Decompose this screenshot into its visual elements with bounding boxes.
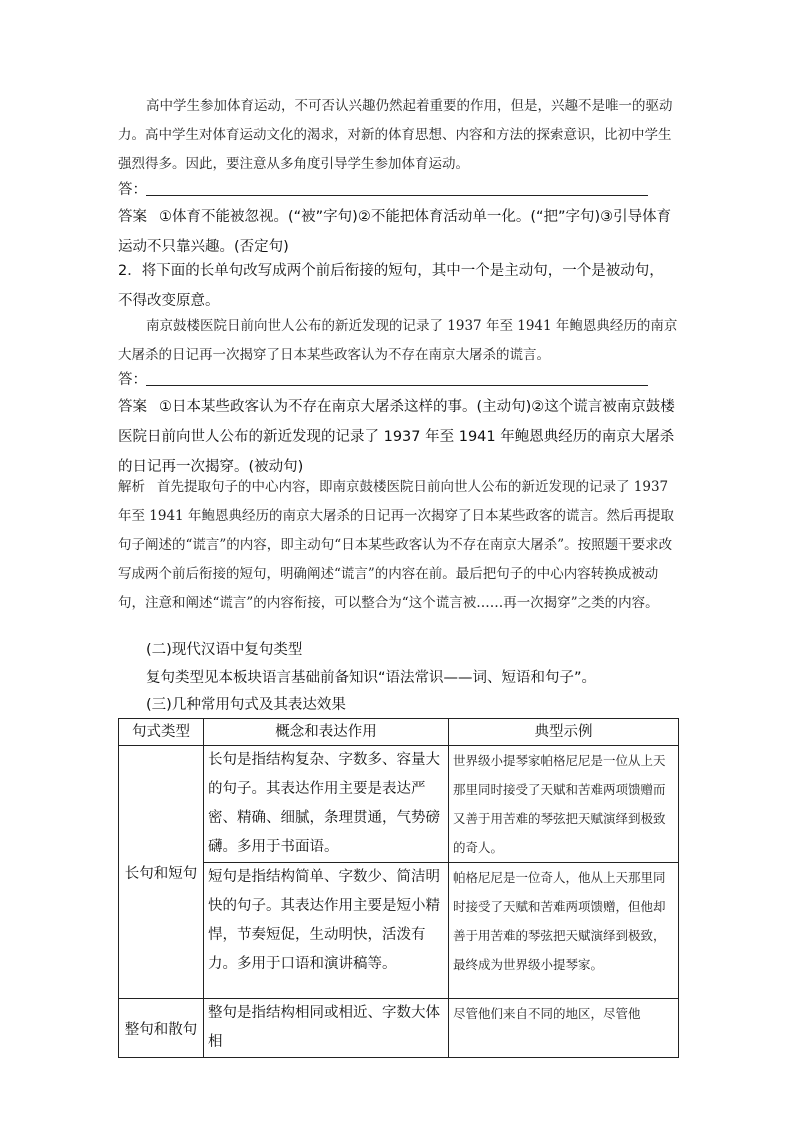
analysis-text: 首先提取句子的中心内容，即南京鼓楼医院日前向世人公布的新近发现的记录了 1937 年至 1941 年鲍恩典经历的南京大屠杀的日记再一次揭穿了日本某些政客的谎言。然后再提取句子阐述的“谎言”的内容，即主动句“日本某些政客认为不存在南京大屠杀”。按照题干要求改写成两个前后衔接的短句，明确阐述“谎言”的内容在前。最后把句子的中心内容转换成被动句，注意和阐述“谎言”的内容衔接，可以整合为“这个谎言被……再一次揭穿”之类的内容。 bbox=[118, 479, 674, 611]
analysis bbox=[118, 473, 678, 618]
type-long-short: 长句和短句 bbox=[119, 746, 204, 999]
section-3-heading: (三)几种常用句式及其表达效果 bbox=[146, 697, 346, 713]
sentence-types-table bbox=[118, 718, 679, 1058]
answer-blank[interactable] bbox=[146, 385, 648, 386]
type-whole-loose: 整句和散句 bbox=[119, 999, 204, 1058]
answer-blank[interactable] bbox=[146, 195, 648, 196]
answer-1 bbox=[118, 202, 678, 262]
short-sentence-desc: 短句是指结构简单、字数少、简洁明快的句子。其表达作用主要是短小精悍，节奏短促，生动明快，活泼有力。多用于口语和演讲稿等。 bbox=[204, 863, 449, 999]
analysis-tag: 解析 bbox=[118, 479, 145, 495]
passage-nanjing: 南京鼓楼医院日前向世人公布的新近发现的记录了 1937 年至 1941 年鲍恩典经历的南京大屠杀的日记再一次揭穿了日本某些政客认为不存在南京大屠杀的谎言。 bbox=[118, 318, 678, 363]
long-sentence-example: 世界级小提琴家帕格尼尼是一位从上天那里同时接受了天赋和苦难两项馈赠而又善于用苦难的琴弦把天赋演绎到极致的奇人。 bbox=[449, 746, 679, 863]
answer-2-text: ①日本某些政客认为不存在南京大屠杀这样的事。(主动句)②这个谎言被南京鼓楼医院日前向世人公布的新近发现的记录了 1937 年至 1941 年鲍恩典经历的南京大屠杀的日记再一次揭穿。(被动句) bbox=[118, 399, 675, 475]
header-concept: 概念和表达作用 bbox=[204, 719, 449, 746]
section-2-heading: (二)现代汉语中复句类型 bbox=[146, 642, 303, 658]
header-example: 典型示例 bbox=[449, 719, 679, 746]
long-sentence-desc: 长句是指结构复杂、字数多、容量大的句子。其表达作用主要是表达严密、精确、细腻，条理贯通，气势磅礴。多用于书面语。 bbox=[204, 746, 449, 863]
answer-label: 答： bbox=[118, 182, 147, 198]
table-row bbox=[119, 999, 679, 1058]
header-type: 句式类型 bbox=[119, 719, 204, 746]
section-2-body: 复句类型见本板块语言基础前备知识“语法常识——词、短语和句子”。 bbox=[146, 670, 597, 686]
answer-tag: 答案 bbox=[118, 209, 147, 225]
whole-sentence-desc: 整句是指结构相同或相近、字数大体相 bbox=[204, 999, 449, 1058]
answer-line-1[interactable] bbox=[118, 178, 648, 202]
table-header-row bbox=[119, 719, 679, 746]
whole-sentence-example: 尽管他们来自不同的地区，尽管他 bbox=[449, 999, 679, 1058]
table-row bbox=[119, 746, 679, 863]
short-sentence-example: 帕格尼尼是一位奇人，他从上天那里同时接受了天赋和苦难两项馈赠，但他却善于用苦难的琴弦把天赋演绎到极致，最终成为世界级小提琴家。 bbox=[449, 863, 679, 999]
answer-label: 答： bbox=[118, 372, 147, 388]
passage-sports: 高中学生参加体育运动，不可否认兴趣仍然起着重要的作用，但是，兴趣不是唯一的驱动力。高中学生对体育运动文化的渴求，对新的体育思想、内容和方法的探索意识，比初中学生强烈得多。因此，要注意从多角度引导学生参加体育运动。 bbox=[118, 98, 673, 172]
answer-2 bbox=[118, 392, 678, 482]
answer-line-2[interactable] bbox=[118, 368, 648, 392]
answer-tag: 答案 bbox=[118, 399, 147, 415]
question-2: 2．将下面的长单句改写成两个前后衔接的短句，其中一个是主动句，一个是被动句，不得改变原意。 bbox=[118, 263, 664, 309]
answer-1-text: ①体育不能被忽视。(“被”字句)②不能把体育活动单一化。(“把”字句)③引导体育运动不只靠兴趣。(否定句) bbox=[118, 209, 672, 255]
